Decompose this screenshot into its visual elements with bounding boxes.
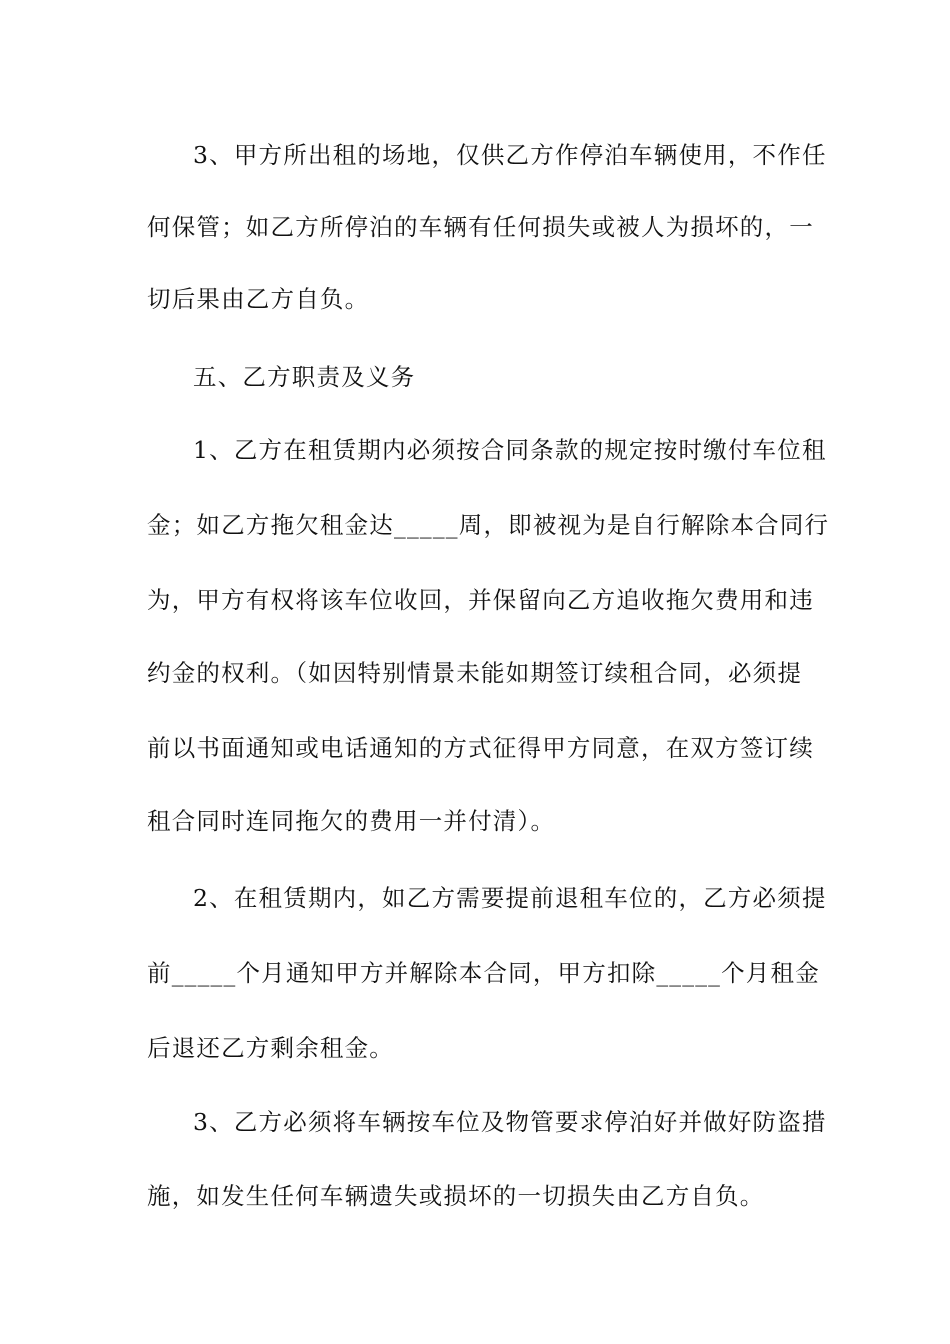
clause-1-line-1: 1、乙方在租赁期内必须按合同条款的规定按时缴付车位租 [193, 436, 827, 464]
clause-1-line-4: 约金的权利。（如因特别情景未能如期签订续租合同，必须提 [147, 659, 803, 687]
clause-2-line-1: 2、在租赁期内，如乙方需要提前退租车位的，乙方必须提 [193, 884, 827, 912]
clause-1-line-2: 金；如乙方拖欠租金达_____周，即被视为是自行解除本合同行 [147, 511, 830, 539]
paragraph-3-line-2: 何保管；如乙方所停泊的车辆有任何损失或被人为损坏的，一 [147, 213, 814, 241]
clause-1-line-5: 前以书面通知或电话通知的方式征得甲方同意，在双方签订续 [147, 734, 814, 762]
clause-1-line-6: 租合同时连同拖欠的费用一并付清）。 [147, 807, 556, 835]
paragraph-3-line-1: 3、甲方所出租的场地，仅供乙方作停泊车辆使用，不作任 [193, 141, 827, 169]
paragraph-3-line-3: 切后果由乙方自负。 [147, 285, 370, 313]
clause-2-line-2: 前_____个月通知甲方并解除本合同，甲方扣除_____个月租金 [147, 959, 820, 987]
clause-3-line-2: 施，如发生任何车辆遗失或损坏的一切损失由乙方自负。 [147, 1182, 765, 1210]
clause-1-line-3: 为，甲方有权将该车位收回，并保留向乙方追收拖欠费用和违 [147, 586, 814, 614]
clause-2-line-3: 后退还乙方剩余租金。 [147, 1034, 394, 1062]
section-heading: 五、乙方职责及义务 [193, 363, 416, 391]
clause-3-line-1: 3、乙方必须将车辆按车位及物管要求停泊好并做好防盗措 [193, 1108, 827, 1136]
